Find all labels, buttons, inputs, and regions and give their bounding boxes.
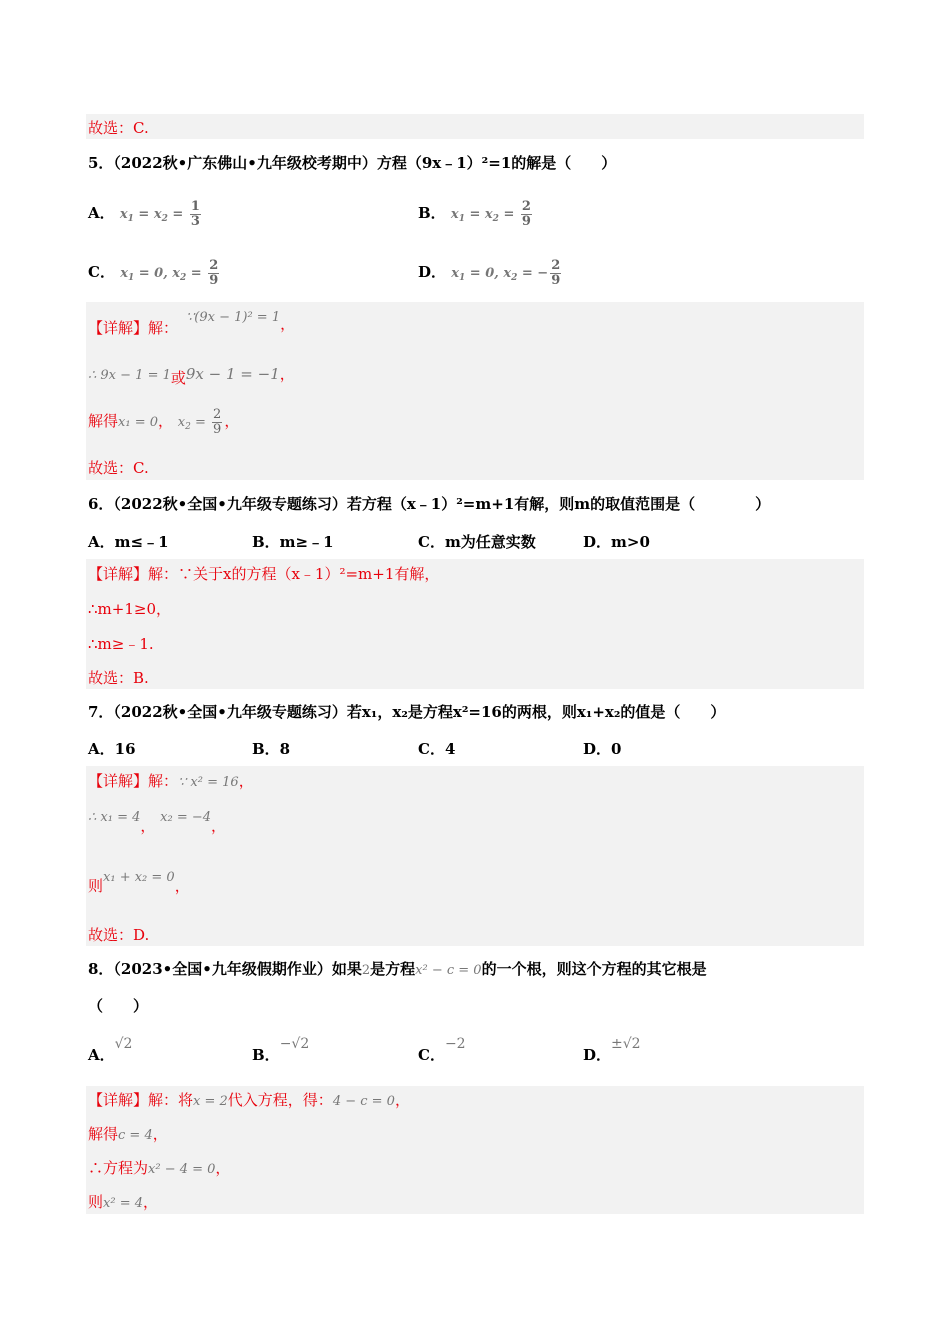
- q7-solution-box: [86, 766, 864, 946]
- q5-solution-line3: [88, 408, 239, 437]
- q8-solution-l4-math: x² = 4: [103, 1196, 143, 1211]
- q7-solution-l3-pre: 则: [88, 877, 104, 895]
- q5-solution-l3-math-b-render: $x_2$ = $\frac{2}{9}$: [177, 407, 222, 437]
- q8-solution-l1-math-a: x = 2: [193, 1094, 228, 1109]
- q8-solution-line4: [88, 1192, 158, 1214]
- q8-solution-line3: [88, 1158, 230, 1180]
- q6-solution-line2: ∴m+1≥0，: [88, 600, 171, 618]
- q5-option-c[interactable]: C． $x_1 = 0$, $x_2$ = $\frac{2}{9}$: [88, 259, 221, 288]
- q5-solution-l1-post: ，: [280, 315, 296, 333]
- q8-stem-line1: [88, 959, 707, 981]
- q5-solution-line1: [88, 318, 178, 338]
- q6-answer: 故选：B.: [88, 669, 149, 687]
- q8-solution-l2-math: c = 4: [118, 1128, 153, 1143]
- q5-option-b-render: $x_1 = x_2$ = $\frac{2}{9}$: [450, 199, 531, 229]
- q8-solution-l3-pre: ∴方程为: [88, 1159, 149, 1177]
- q7-option-d[interactable]: D．0: [583, 740, 622, 758]
- q7-solution-line1: [88, 771, 254, 793]
- q8-solution-l1-mid: 代入方程，得：: [227, 1091, 333, 1109]
- q8-solution-l4-post: ，: [143, 1193, 159, 1211]
- q6-option-a[interactable]: A．m≤﹣1: [88, 533, 169, 551]
- q8-option-a-math: √2: [114, 1036, 133, 1052]
- q8-solution-l1-post: ，: [394, 1091, 410, 1109]
- q8-solution-l3-math: x² − 4 = 0: [148, 1162, 216, 1177]
- q8-option-c-label: C．: [418, 1046, 445, 1064]
- q6-option-b[interactable]: B．m≥﹣1: [252, 533, 334, 551]
- q5-solution-l3-pre: 解得: [88, 412, 119, 430]
- q8-option-c-math: −2: [444, 1036, 466, 1052]
- q8-solution-line2: [88, 1124, 168, 1146]
- q7-option-c[interactable]: C．4: [418, 740, 456, 758]
- q5-solution-l3-post: ，: [224, 412, 240, 430]
- q5-solution-l1-math: ∵(9x − 1)² = 1: [186, 310, 281, 325]
- q8-option-d[interactable]: [583, 1032, 641, 1064]
- q8-solution-l2-pre: 解得: [88, 1125, 119, 1143]
- q5-option-d[interactable]: D． $x_1 = 0$, $x_2$ = − $\frac{2}{9}$: [418, 259, 563, 288]
- q7-solution-line3: [88, 866, 190, 895]
- q8-option-a-label: A．: [88, 1046, 115, 1064]
- q5-solution-l2-math-b: 9x − 1 = −1: [185, 365, 280, 383]
- q7-solution-l2-post: ，: [211, 817, 227, 835]
- q5-solution-l2-math-a: ∴ 9x − 1 = 1: [88, 368, 171, 383]
- q7-solution-l3-post: ，: [174, 877, 190, 895]
- q8-option-c[interactable]: [418, 1032, 466, 1064]
- solution-box-prev: [86, 114, 864, 139]
- q6-solution-l1: 解：∵关于x的方程（x﹣1）²=m+1有解，: [148, 565, 440, 583]
- q8-solution-l1-math-b: 4 − c = 0: [332, 1094, 395, 1109]
- q5-solution-tag: 【详解】: [88, 319, 149, 337]
- q8-solution-l3-post: ，: [215, 1159, 231, 1177]
- q5-answer: 故选：C.: [88, 459, 149, 477]
- q7-solution-l1-pre: 解：: [148, 772, 179, 790]
- q8-solution-line1: [88, 1090, 410, 1112]
- q8-stem-pre: 8．（2023•全国•九年级假期作业）如果: [88, 960, 362, 978]
- q8-option-b-math: −√2: [279, 1036, 310, 1052]
- q7-solution-l2-math-a: ∴ x₁ = 4: [88, 810, 141, 825]
- q8-option-b-label: B．: [252, 1046, 280, 1064]
- q8-solution-l1-pre: 解：将: [148, 1091, 194, 1109]
- q5-solution-box: [86, 302, 864, 480]
- q8-option-d-label: D．: [583, 1046, 612, 1064]
- q6-solution-tag: 【详解】: [88, 565, 149, 583]
- q7-solution-l2-sep: ，: [140, 817, 156, 835]
- q6-stem: 6．（2022秋•全国•九年级专题练习）若方程（x﹣1）²=m+1有解，则m的取值范围是（ ）: [88, 495, 771, 513]
- q7-solution-l2-math-b: x₂ = −4: [160, 810, 212, 825]
- q7-solution-l1-post: ，: [238, 772, 254, 790]
- q5-solution-l2-or: 或: [170, 369, 186, 387]
- q8-option-a[interactable]: [88, 1032, 133, 1064]
- q7-option-b[interactable]: B．8: [252, 740, 291, 758]
- q5-solution-l1-pre: 解：: [148, 319, 179, 337]
- q5-solution-l3-sep: ，: [158, 412, 174, 430]
- q5-option-d-render: $x_1 = 0$, $x_2$ = − $\frac{2}{9}$: [451, 258, 561, 288]
- q6-solution-line3: ∴m≥﹣1.: [88, 635, 154, 653]
- q8-solution-l2-post: ，: [152, 1125, 168, 1143]
- q7-solution-tag: 【详解】: [88, 772, 149, 790]
- q5-option-a[interactable]: A． $x_1 = x_2$ = $\frac{1}{3}$: [88, 200, 203, 229]
- q5-option-a-render: $x_1 = x_2$ = $\frac{1}{3}$: [119, 199, 200, 229]
- q5-solution-l2-post: ，: [279, 365, 295, 383]
- q8-solution-l4-pre: 则: [88, 1193, 104, 1211]
- q7-solution-l1-math: ∵ x² = 16: [178, 775, 239, 790]
- q8-option-d-math: ±√2: [611, 1036, 641, 1052]
- q8-stem-line2: （ ）: [88, 997, 149, 1015]
- q7-option-a[interactable]: A．16: [88, 740, 136, 758]
- q8-stem-post: 的一个根，则这个方程的其它根是: [481, 960, 707, 978]
- q7-solution-line2: [88, 806, 227, 835]
- q7-solution-l3-math: x₁ + x₂ = 0: [103, 870, 175, 885]
- q7-answer: 故选：D.: [88, 926, 150, 944]
- prev-answer: 故选：C.: [88, 119, 149, 137]
- q5-solution-line2: [88, 364, 295, 386]
- q5-solution-l3-math-a: x₁ = 0: [118, 415, 158, 430]
- q5-stem: 5．（2022秋•广东佛山•九年级校考期中）方程（9x﹣1）²=1的解是（ ）: [88, 154, 617, 172]
- q6-option-c[interactable]: C．m为任意实数: [418, 533, 536, 551]
- q5-solution-line1-math: [186, 306, 296, 333]
- q8-solution-tag: 【详解】: [88, 1091, 149, 1109]
- q5-option-b[interactable]: B． $x_1 = x_2$ = $\frac{2}{9}$: [418, 200, 534, 229]
- q5-option-c-render: $x_1 = 0$, $x_2$ = $\frac{2}{9}$: [120, 258, 219, 288]
- q8-stem-math-a: 2: [361, 963, 371, 978]
- q6-option-d[interactable]: D．m>0: [583, 533, 650, 551]
- q8-stem-mid: 是方程: [370, 960, 416, 978]
- q6-solution-line1: [88, 564, 439, 584]
- q7-stem: 7．（2022秋•全国•九年级专题练习）若x₁，x₂是方程x²=16的两根，则x₁+x₂的值是（ ）: [88, 703, 726, 721]
- q8-option-b[interactable]: [252, 1032, 310, 1064]
- q8-stem-math-b: x² − c = 0: [415, 963, 482, 978]
